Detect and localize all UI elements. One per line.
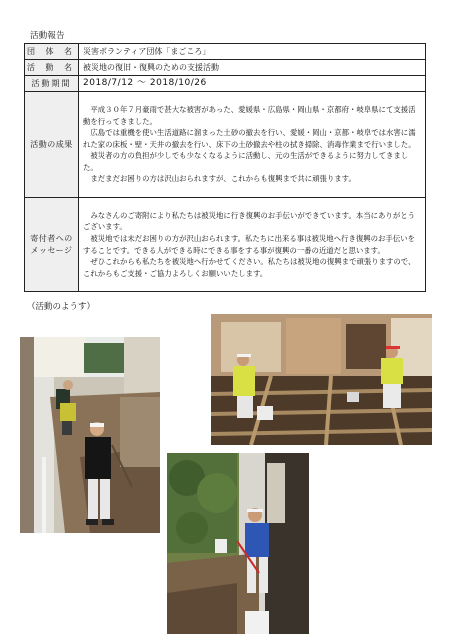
results-row bbox=[25, 92, 426, 198]
period-row bbox=[25, 76, 426, 92]
message-paragraph: みなさんのご寄附により私たちは被災地に行き復興のお手伝いができています。本当にありがとうございます。 bbox=[83, 210, 415, 232]
results-paragraph: まだまだお困りの方は沢山おられますが、これからも復興まで共に頑張ります。 bbox=[90, 174, 356, 184]
group-row bbox=[25, 44, 426, 60]
message-text bbox=[79, 198, 426, 292]
results-paragraph: 広島では重機を使い生活道路に溜まった土砂の撤去を行い、愛媛・岡山・京都・岐阜では水害に濡れた家の床板・壁・天井の撤去を行い、床下の土砂撤去や柱の拭き掃除、消毒作業まで行いました。 bbox=[83, 128, 416, 149]
activity-value: 被災地の復旧・復興のための支援活動 bbox=[79, 60, 426, 76]
period-value: 2018/7/12 ～ 2018/10/26 bbox=[79, 76, 426, 92]
results-label: 活動の成果 bbox=[25, 92, 79, 198]
report-heading: 活動報告 bbox=[30, 31, 65, 41]
message-paragraph: ぜひこれからも私たちを被災地へ行かせてください。私たちは被災地の復興まで頑張りますので、これからもご支援・ご協力よろしくお願いいたします。 bbox=[83, 257, 416, 278]
message-label-line: 寄付者への bbox=[30, 233, 73, 243]
results-text bbox=[79, 92, 426, 198]
activity-label: 活 動 名 bbox=[25, 60, 79, 76]
group-label: 団 体 名 bbox=[25, 44, 79, 60]
photos-caption: （活動のようす） bbox=[27, 302, 96, 312]
results-paragraph: 被災者の方の負担が少しでも少なくなるように活動し、元の生活ができるように努力してきました。 bbox=[83, 151, 409, 172]
photo-mud-removal bbox=[20, 337, 160, 533]
report-table bbox=[24, 43, 426, 292]
message-paragraph: 被災地では未だお困りの方が沢山おられます。私たちに出来る事は被災地へ行き復興のお手伝いをすることです。できる人ができる時にできる事をする事が復興の一番の近道だと思います。 bbox=[83, 233, 415, 255]
message-label bbox=[25, 198, 79, 292]
photo-floor-removal bbox=[211, 314, 432, 445]
group-value: 災害ボランティア団体「まごころ」 bbox=[79, 44, 426, 60]
message-label-line: メッセージ bbox=[30, 245, 73, 255]
period-label: 活動期間 bbox=[25, 76, 79, 92]
photo-wall-cleanup bbox=[167, 453, 309, 634]
message-row bbox=[25, 198, 426, 292]
results-paragraph: 平成３０年７月豪雨で甚大な被害があった、愛媛県・広島県・岡山県・京都府・岐阜県にて支援活動を行ってきました。 bbox=[83, 104, 416, 126]
activity-row bbox=[25, 60, 426, 76]
